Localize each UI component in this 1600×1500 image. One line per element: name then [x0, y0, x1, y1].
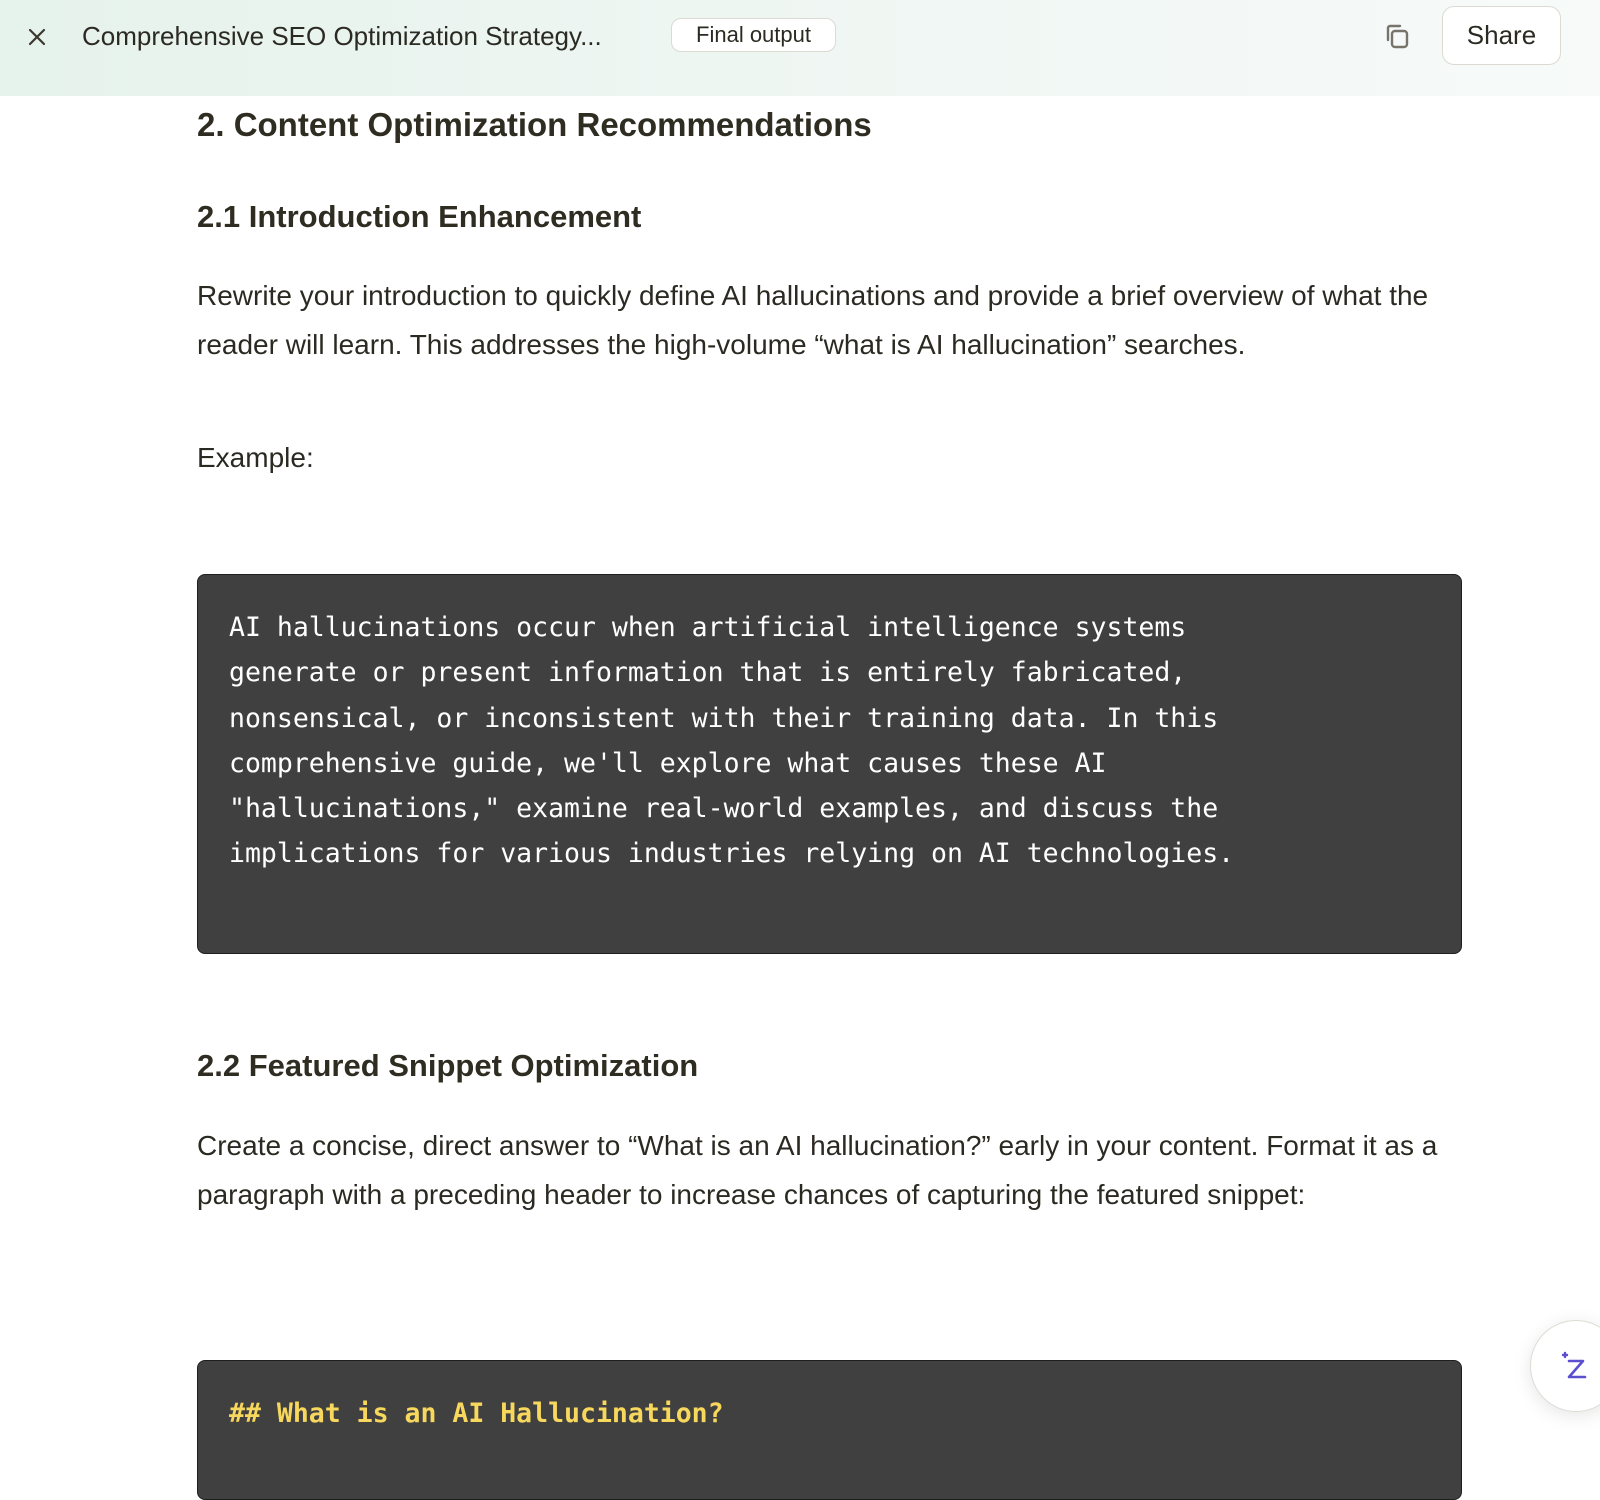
copy-button[interactable]	[1378, 18, 1414, 54]
example-label: Example:	[197, 442, 314, 473]
code-line: "hallucinations," examine real-world examples, and discuss the	[229, 793, 1219, 825]
code-block-intro-example	[197, 574, 1462, 954]
close-icon	[26, 26, 48, 48]
top-bar	[0, 0, 1600, 96]
intro-paragraph: Rewrite your introduction to quickly define AI hallucinations and provide a brief overview of what the reader will learn. This addresses the high-volume “what is AI hallucination” searches.	[197, 280, 1429, 360]
sparkle-icon	[1557, 1349, 1591, 1383]
subsection-heading-intro: 2.1 Introduction Enhancement	[197, 199, 642, 234]
code-block-snippet-example	[197, 1360, 1462, 1500]
code-line: comprehensive guide, we'll explore what causes these AI	[229, 747, 1107, 779]
subsection-heading-snippet: 2.2 Featured Snippet Optimization	[197, 1048, 699, 1083]
copy-icon	[1380, 20, 1412, 52]
close-button[interactable]	[22, 22, 52, 52]
code-line: AI hallucinations occur when artificial intelligence systems	[229, 612, 1187, 643]
code-line: implications for various industries relying on AI technologies.	[229, 838, 1235, 870]
assistant-floating-button[interactable]	[1530, 1320, 1600, 1412]
share-button[interactable]: Share	[1442, 6, 1561, 65]
code-heading-line: ## What is an AI Hallucination?	[229, 1398, 724, 1429]
code-line: nonsensical, or inconsistent with their training data. In this	[229, 702, 1219, 734]
document-title: Comprehensive SEO Optimization Strategy...	[82, 21, 602, 51]
snippet-paragraph: Create a concise, direct answer to “What is an AI hallucination?” early in your content. Format it as a paragraph with a preceding header to increase chances of capturing the featured snippet:	[197, 1130, 1438, 1210]
section-heading: 2. Content Optimization Recommendations	[197, 106, 872, 143]
code-line: generate or present information that is entirely fabricated,	[229, 657, 1187, 689]
final-output-badge: Final output	[671, 18, 836, 52]
